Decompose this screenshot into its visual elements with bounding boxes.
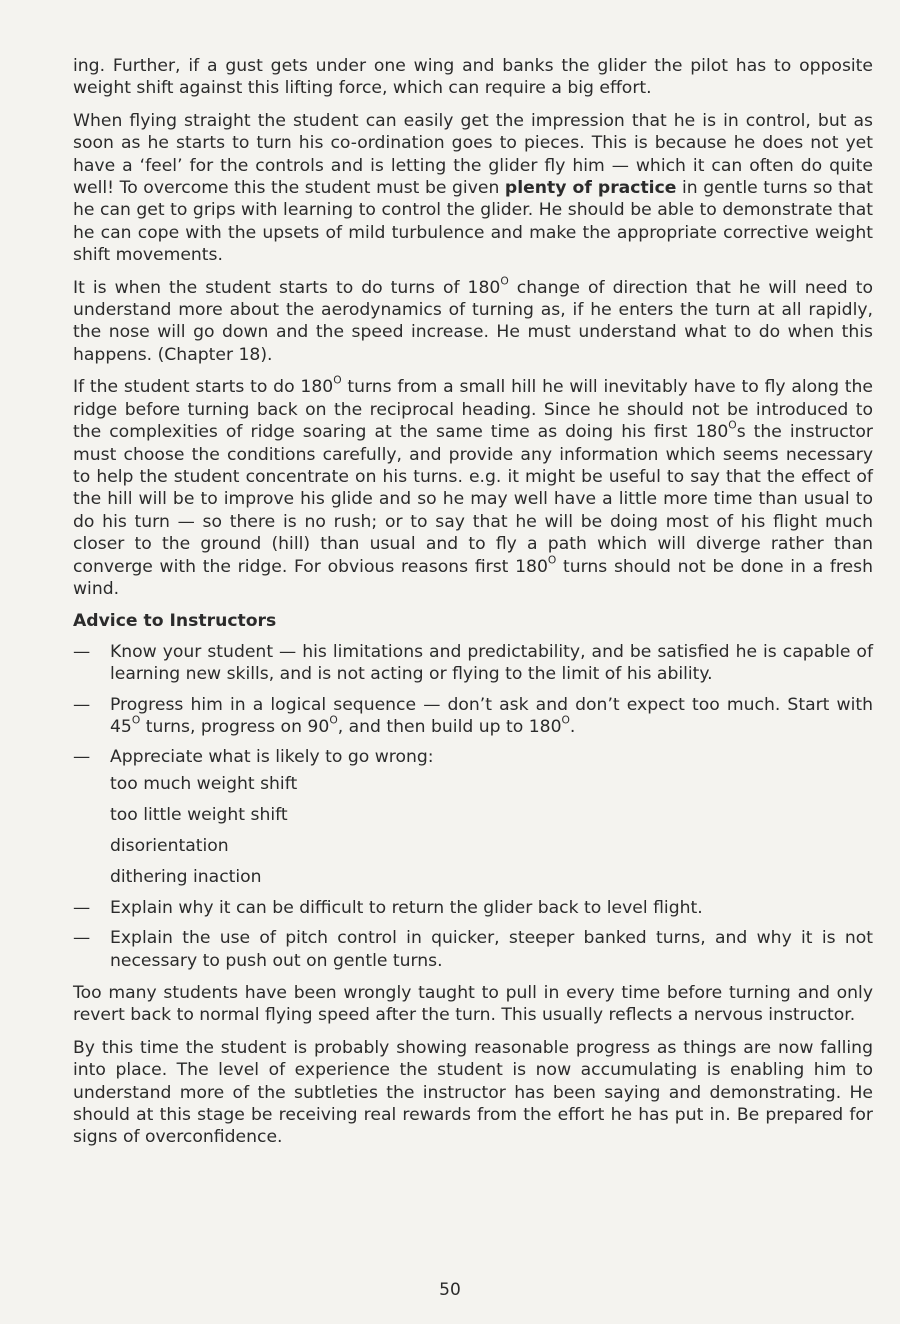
dash-bullet: — — [73, 641, 91, 662]
degree-mark: O — [728, 418, 737, 432]
text-run: Progress him in a logical sequence — don’t ask and don’t expect too much. Start with 45 — [110, 694, 873, 737]
text-run: turns, progress on 90 — [140, 716, 330, 737]
paragraph-pull-in: Too many students have been wrongly taught to pull in every time before turning and only revert back to normal flying speed after the turn. This usually reflects a nervous instructor. — [73, 983, 873, 1026]
paragraph-gust: ing. Further, if a gust gets under one wing and banks the glider the pilot has to opposite weight shift against this lifting force, which can require a big effort. — [73, 56, 873, 99]
degree-mark: O — [329, 713, 338, 727]
text-run: turns should not be done in a fresh wind. — [73, 556, 873, 599]
advice-list — [73, 641, 873, 972]
text-run: It is when the student starts to do turns of 180 — [73, 277, 501, 298]
text-run: turns from a small hill he will inevitably have to fly along the ridge before turning back on the reciprocal heading. Since he should not be introduced to the complexities of ridge soaring at the same time as doing his first 180 — [73, 377, 873, 443]
dash-bullet: — — [73, 928, 91, 949]
list-item — [73, 694, 873, 739]
degree-mark: O — [131, 713, 141, 727]
dash-bullet: — — [73, 747, 91, 768]
degree-mark: O — [547, 553, 557, 567]
dash-bullet: — — [73, 694, 91, 715]
page-text — [73, 55, 873, 1159]
paragraph-flying-straight — [73, 110, 873, 267]
paragraph-small-hill — [73, 373, 873, 600]
list-item — [73, 641, 873, 686]
degree-mark: O — [500, 274, 509, 288]
list-item — [73, 746, 873, 888]
list-item-text: Know your student — his limitations and predictability, and be satisfied he is capable of learning new skills, and is not acting or flying to the limit of his ability. — [110, 641, 873, 685]
dash-bullet: — — [73, 897, 91, 918]
list-item — [73, 927, 873, 972]
sub-list-item: dithering inaction — [110, 866, 262, 887]
section-heading: Advice to Instructors — [73, 611, 277, 632]
list-item — [73, 897, 873, 919]
page-number: 50 — [439, 1280, 461, 1300]
bold-emphasis: plenty of practice — [504, 178, 677, 199]
sub-list-item: too much weight shift — [110, 773, 298, 794]
paragraph-progress: By this time the student is probably showing reasonable progress as things are now falling into place. The level of experience the student is now accumulating is enabling him to understand more of the subtleties the instructor has been saying and demonstrating. He should at this stage be receiving real rewards from the effort he has put in. Be prepared for signs of overconfidence. — [73, 1037, 873, 1148]
sub-list-item: disorientation — [110, 835, 229, 856]
list-item-text: Appreciate what is likely to go wrong: — [110, 747, 434, 768]
text-run: When flying straight the student can easily get the impression that he is in control, but as soon as he starts to turn his co-ordination goes to pieces. This is because he does not yet have a ‘feel’ for the controls and is letting the glider fly him — which it can often do quite well! To overcome this the student must be given — [73, 110, 873, 199]
text-run: . — [569, 716, 576, 737]
text-run: If the student starts to do 180 — [73, 377, 334, 398]
sub-list-item: too little weight shift — [110, 804, 288, 825]
text-run: , and then build up to 180 — [337, 716, 562, 737]
text-run: s the instructor must choose the conditions carefully, and provide any information which seems necessary to help the student concentrate on his turns. e.g. it might be useful to say that the effect of the hill will be to improve his glide and so he may well have a little more time than usual to do his turn — so there is no rush; or to say that he will be doing most of his flight much closer to the ground (hill) than usual and to fly a path which will diverge rather than converge with the ridge. For obvious reasons first 180 — [73, 422, 873, 577]
paragraph-180-turns — [73, 274, 873, 367]
list-item-text: Explain why it can be difficult to return the glider back to level flight. — [110, 897, 703, 918]
degree-mark: O — [561, 713, 570, 727]
what-goes-wrong-list — [110, 773, 873, 888]
degree-mark: O — [333, 373, 342, 387]
list-item-text: Explain the use of pitch control in quicker, steeper banked turns, and why it is not necessary to push out on gentle turns. — [110, 928, 873, 971]
text-run: change of direction that he will need to understand more about the aerodynamics of turning as, if he enters the turn at all rapidly, the nose will go down and the speed increase. He must understand what to do when this happens. (Chapter 18). — [73, 277, 873, 365]
text-run: in gentle turns so that he can get to grips with learning to control the glider. He should be able to demonstrate that he can cope with the upsets of mild turbulence and make the appropriate corrective weight shift movements. — [73, 178, 874, 266]
